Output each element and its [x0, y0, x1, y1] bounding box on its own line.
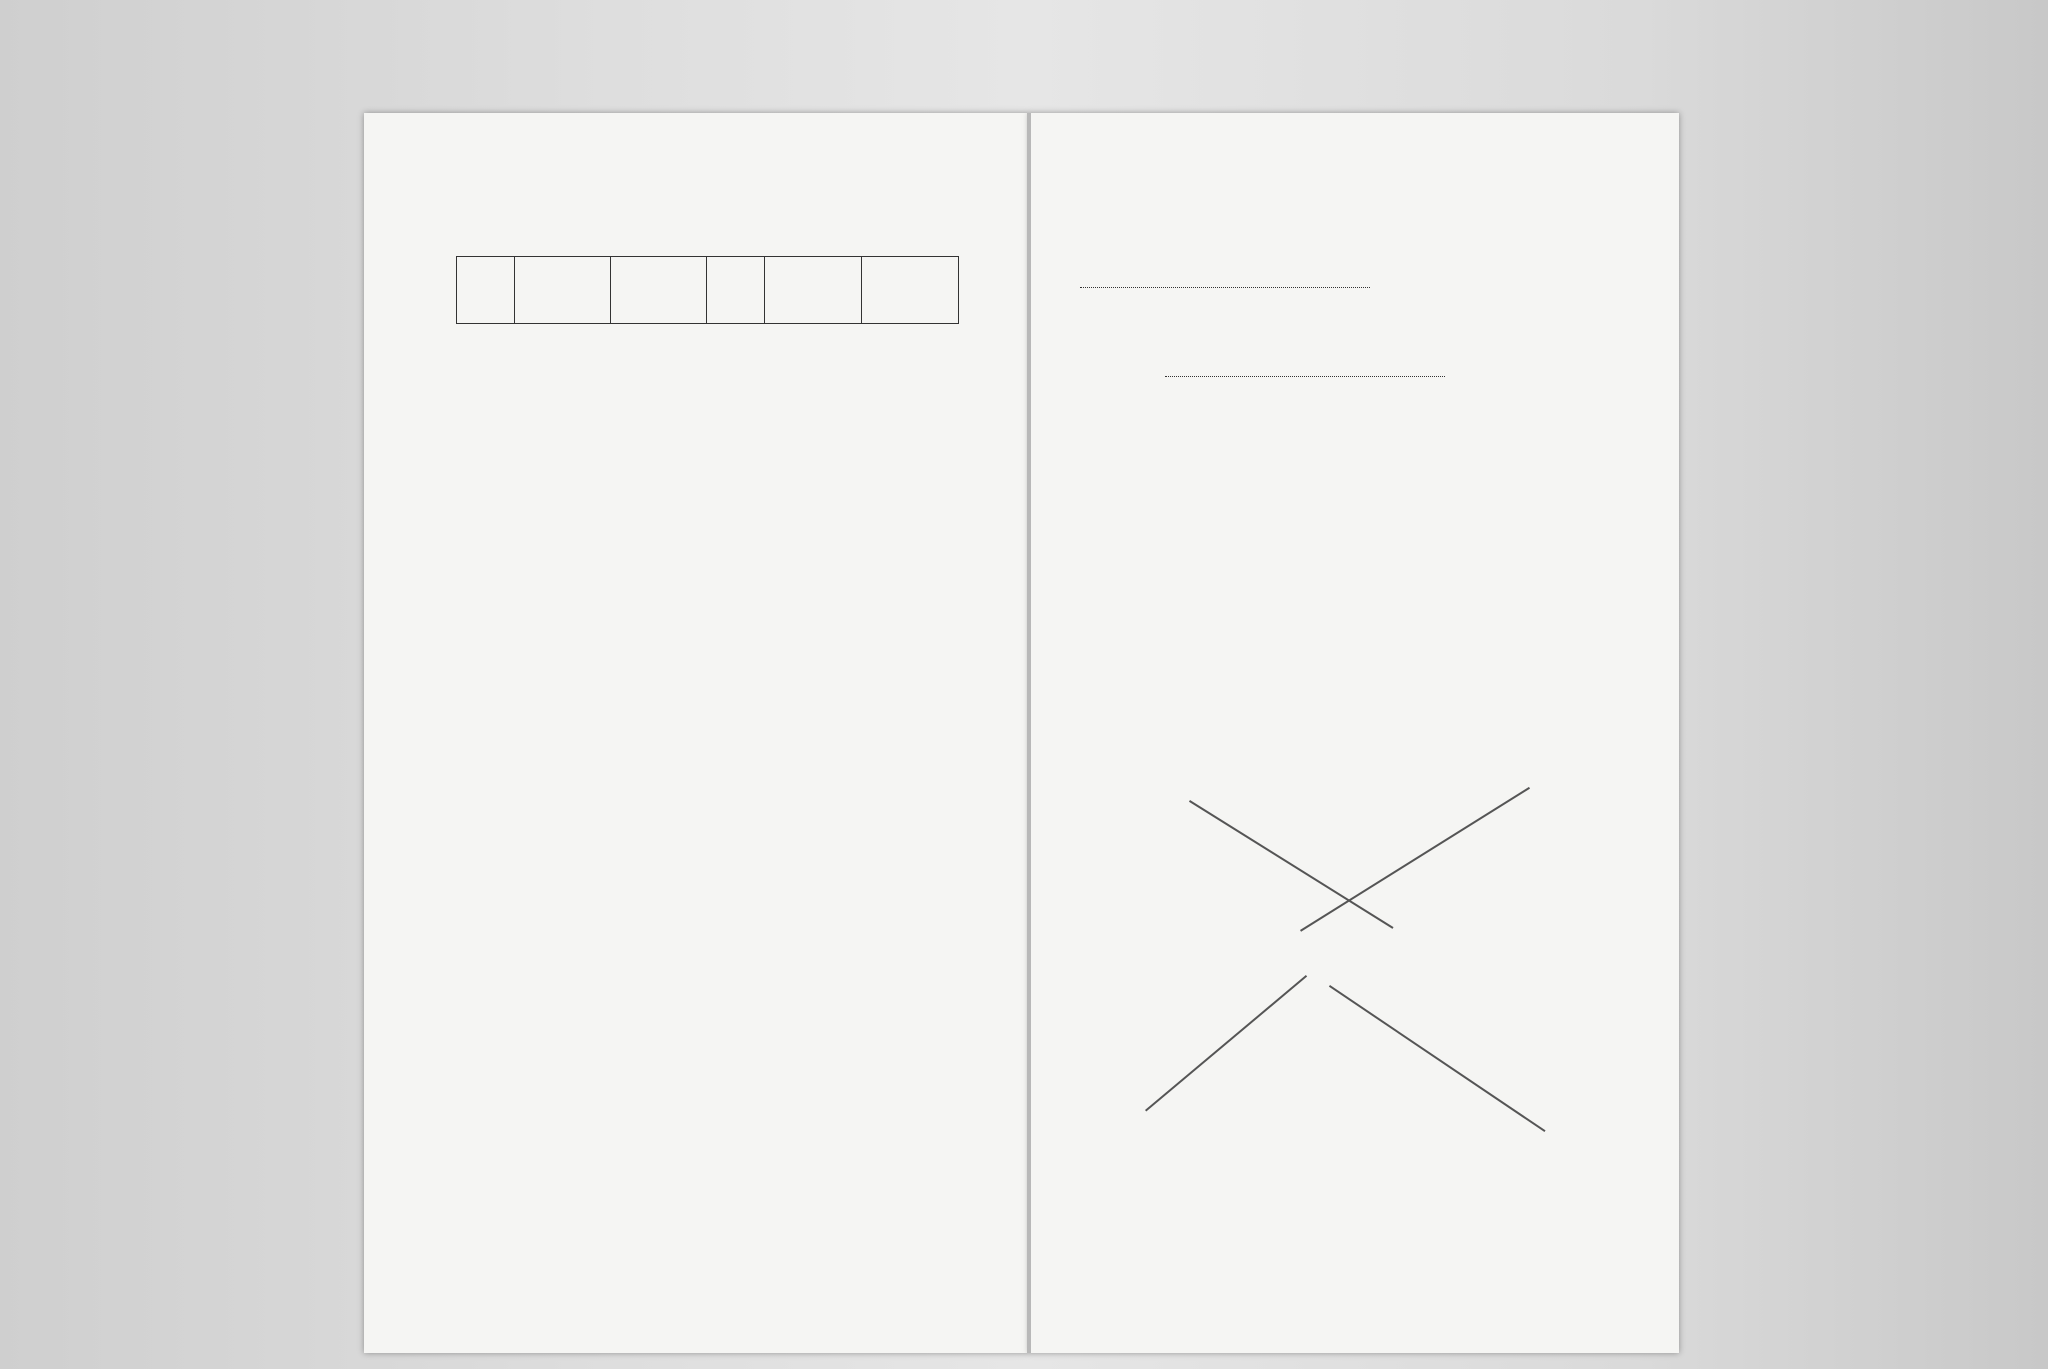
town-line [1080, 286, 1370, 288]
person-list-table [456, 256, 959, 324]
col-header-no [457, 257, 515, 324]
page-fold [1027, 113, 1031, 1353]
col-header-present [515, 257, 611, 324]
col-header-home-2 [862, 257, 959, 324]
col-header-home [611, 257, 707, 324]
right-page [1029, 113, 1679, 1353]
col-header-no-2 [707, 257, 765, 324]
col-header-present-2 [765, 257, 862, 324]
street-line [1165, 375, 1445, 377]
